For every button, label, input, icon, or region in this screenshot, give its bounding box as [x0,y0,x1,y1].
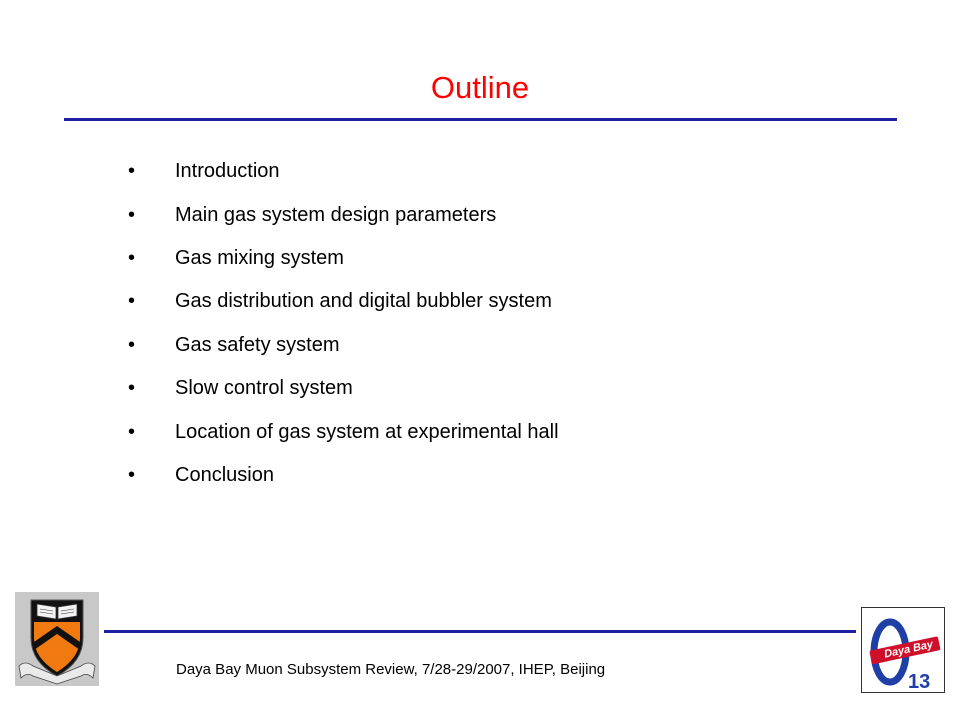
bullet-icon: • [128,377,136,400]
bullet-icon: • [128,160,136,183]
footer-caption: Daya Bay Muon Subsystem Review, 7/28-29/2007, IHEP, Beijing [176,661,606,678]
outline-item-label: Introduction [175,160,280,183]
outline-item-label: Conclusion [175,463,274,486]
outline-item [128,237,559,280]
outline-item-label: Gas distribution and digital bubbler system [175,290,552,313]
bullet-icon: • [128,246,136,269]
bullet-icon: • [128,203,136,226]
daya-bay-wordmark: Daya Bay [883,638,935,661]
outline-item [128,410,559,453]
outline-item [128,193,559,236]
outline-item [128,280,559,323]
princeton-shield-graphic [15,592,99,686]
princeton-shield-icon [15,592,99,686]
outline-item-label: Location of gas system at experimental hall [175,420,559,443]
outline-item-label: Gas mixing system [175,246,344,269]
daya-bay-theta13-icon [861,607,945,693]
outline-item [128,454,559,497]
bullet-icon: • [128,463,136,486]
outline-item-label: Main gas system design parameters [175,203,497,226]
slide-title: Outline [430,70,530,105]
outline-item [128,324,559,367]
theta-subscript: 13 [908,671,931,692]
outline-item-label: Slow control system [175,377,353,400]
bullet-icon: • [128,420,136,443]
title-divider [64,118,897,121]
bullet-icon: • [128,290,136,313]
bullet-icon: • [128,333,136,356]
outline-item [128,150,559,193]
footer-divider [104,630,856,633]
daya-bay-graphic [862,608,944,692]
outline-item-label: Gas safety system [175,333,340,356]
outline-item [128,367,559,410]
outline-list [128,150,559,497]
